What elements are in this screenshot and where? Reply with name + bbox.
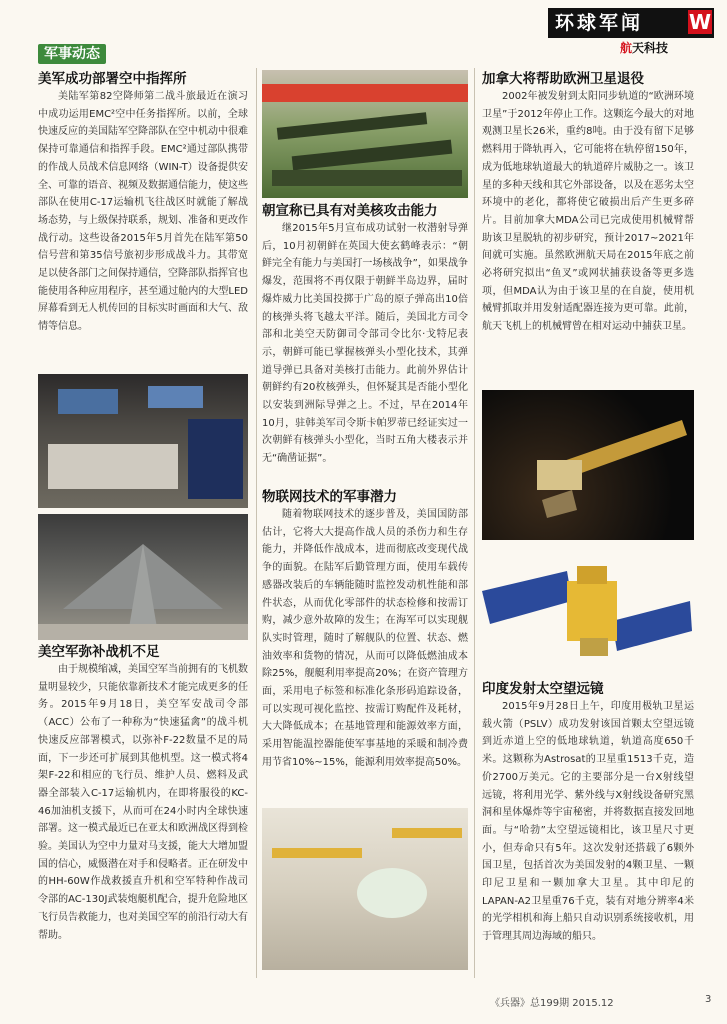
missile-body <box>277 112 427 140</box>
work-platform <box>272 848 362 858</box>
subtitle-highlight: 航 <box>620 41 633 55</box>
monitor-screen <box>148 386 203 408</box>
column-divider-right <box>474 68 475 978</box>
page-number: 3 <box>705 994 712 1005</box>
section-tag: 军事动态 <box>38 44 106 64</box>
issue-footer: 《兵器》总199期 2015.12 <box>490 998 614 1009</box>
article-1-title: 美军成功部署空中指挥所 <box>38 71 187 87</box>
command-post-photo <box>38 374 248 508</box>
astrosat-satellite-image <box>482 546 694 676</box>
article-6-body: 2015年9月28日上午，印度用极轨卫星运载火箭（PSLV）成功发射该国首颗太空望远镜到近赤道上空的低地球轨道，轨道高度650千米。这颗称为Astrosat的卫星重1513千克，造价2700万美元。它的主要部分是一台X射线望远镜，将利用光学、紫外线与X射线设备研究黑洞和星体爆炸等宇宙秘密，并将数据直接发回地面。与“哈勃”太空望远镜相比，该卫星尺寸更小，但寿命只有5年。这次发射还搭载了6颗外国卫星，包括首次为美国发射的4颗卫星、一颗印尼卫星和一颗加拿大卫星。其中印尼的LAPAN-A2卫星重76千克，装有对地分辨率4米的光学相机和海上船只自动识别系统接收机，用于管理其周边海域的船只。 <box>482 701 694 943</box>
w-logo-mark: W <box>688 10 712 34</box>
aircraft-fuselage <box>357 868 427 918</box>
astrosat-satellite-illustration <box>482 546 694 676</box>
launcher-vehicle <box>272 170 462 186</box>
factory-floor-photo <box>262 808 468 970</box>
work-platform <box>392 828 462 838</box>
article-5-body: 由于规模缩减，美国空军当前拥有的飞机数量明显较少，只能依靠新技术才能完成更多的任务。2015年9月18日，美空军安战司令部（ACC）公布了一种称为“快速猛禽”的战斗机快速反应部署模式，以弥补F-22数量不足的局面，下一步还可扩展到其他机型。这一模式将4架F-22和相应的飞行员、维护人员、燃料及武器全部装入C-17运输机内，在即将服役的KC-46加油机支援下，从而可在24小时内全球快速部署。这一模式最近已在亚太和欧洲战区得到检验。美国认为空中力量对马支援，能大大增加盟国的信心，威慑潜在对手和侵略者。正在研发中的HH-60W作战救援直升机和空军特种作战司令部的AC-130J武装炮艇机配合，提升危险地区飞行员告救能力，也对美国空军的前沿行动大有帮助。 <box>38 664 248 941</box>
fighter-jet-illustration <box>38 514 248 640</box>
seat-row <box>188 419 243 499</box>
article-1-body: 美陆军第82空降师第二战斗旅最近在演习中成功运用EMC²空中任务指挥所。以前，全球快速反应的美国陆军空降部队在空中机动中很难保持可靠通信和指挥手段。EMC²通过部队携带的作战人员战术信息网络（WIN-T）设备提供安全、可靠的语音、视频及数据通信能力，使这些部队在使用C-17运输机飞往战区时就能了解战场态势，与上级保持联系，规划、准备和更改作战行动。这些设备2015年5月首先在陆军第50信号营和第35信号旅初步形成战斗力。其带宽足以使各部门之间保持通信，空降部队指挥官也能使用各种应用程序，甚至通过舱内的大型LED屏幕看到无人机传回的目标实时画面和大气、敌情等信息。 <box>38 91 248 333</box>
envisat-satellite-photo <box>482 390 694 540</box>
monitor-screen <box>58 389 118 414</box>
article-4-body: 2002年被发射到太阳同步轨道的“欧洲环境卫星”于2012年停止工作。这颗迄今最大的对地观测卫星长26米，重约8吨。由于没有留下足够燃料用于降轨再入，它可能将在轨停留150年，成为低地球轨道最大的轨道碎片威胁之一。该卫星的多种天线和其它外部设备，以及在恶劣太空环境中的老化，都将使它破损出后产生更多碎片。目前加拿大MDA公司已完成使用机械臂帮助该卫星脱轨的初步研究，预计2017~2021年间就可实施。虽然欧洲航天局在2015年底之前必将研究拟出“鱼叉”或网状捕获设备等更多选项，但MDA认为由于该卫星的在自旋，使用机械臂抓取并用发射适配器连接为更可靠。此前，航天飞机上的机械臂曾在相对运动中捕获卫星。 <box>482 91 694 333</box>
article-3-body: 随着物联网技术的逐步普及，美国国防部估计，它将大大提高作战人员的杀伤力和生存能力，并降低作战成本，进而彻底改变现代战争的面貌。在陆军后勤管理方面，使用车载传感器改装后的车辆能随时监控发动机性能和部件状态，从而优化零部件的状态检修和按需订购，减少意外故障的发生；在海军可以实现舰队实时管理，随时了解舰队的位置、状态、燃油效率和货物的情况，从而可以降低燃油成本除25%，舰艇利用率提高20%；在资产管理方面，采用电子标签和标准化条形码追踪设备，可以实现可视化监控、按需订购配件及耗材，大大降低成本；在基地管理和能源效率方面，采用智能温控器能使军事基地的采暖和制冷费用节省10%~15%，能源利用效率提高50%。 <box>262 509 468 768</box>
section-subtitle <box>620 40 668 56</box>
article-2-body: 继2015年5月宣布成功试射一枚潜射导弹后，10月初朝鲜在英国大使玄鹤峰表示：“朝鲜完全有能力与美国打一场核战争”，如果战争爆发，范围将不再仅限于朝鲜半岛边界，届时爆炸威力比美国投掷于广岛的原子弹高出10倍的核弹头将飞越太平洋。随后，美国北方司令部和北美空天防御司令部司令比尔·戈特尼表示，朝鲜可能已掌握核弹头小型化技术，其弹道导弹已具备对美核打击能力。此前外界估计朝鲜约有20枚核弹头，但怀疑其是否能小型化以安装到洲际导弹之上。不过，早在2014年10月，驻韩美军司令斯卡帕罗蒂已经证实过一次朝鲜有核弹头小型化，当时五角大楼表示并无“确凿证据”。 <box>262 223 468 465</box>
missile-parade-photo <box>262 70 468 198</box>
article-2-title: 朝宣称已具有对美核攻击能力 <box>262 203 438 219</box>
article-5-title: 美空军弥补战机不足 <box>38 644 160 660</box>
missile-body <box>292 140 453 171</box>
article-3-title: 物联网技术的军事潜力 <box>262 489 397 505</box>
subtitle-rest: 天科技 <box>632 41 669 55</box>
parade-crowd-band <box>262 84 468 102</box>
article-4-title: 加拿大将帮助欧洲卫星退役 <box>482 71 644 87</box>
console-desk <box>48 444 178 489</box>
article-6-title: 印度发射太空望远镜 <box>482 681 604 697</box>
envisat-satellite-illustration <box>482 390 694 540</box>
column-divider-left <box>256 68 257 978</box>
f22-hangar-photo <box>38 514 248 640</box>
magazine-title: 环球军闻 <box>555 12 644 34</box>
